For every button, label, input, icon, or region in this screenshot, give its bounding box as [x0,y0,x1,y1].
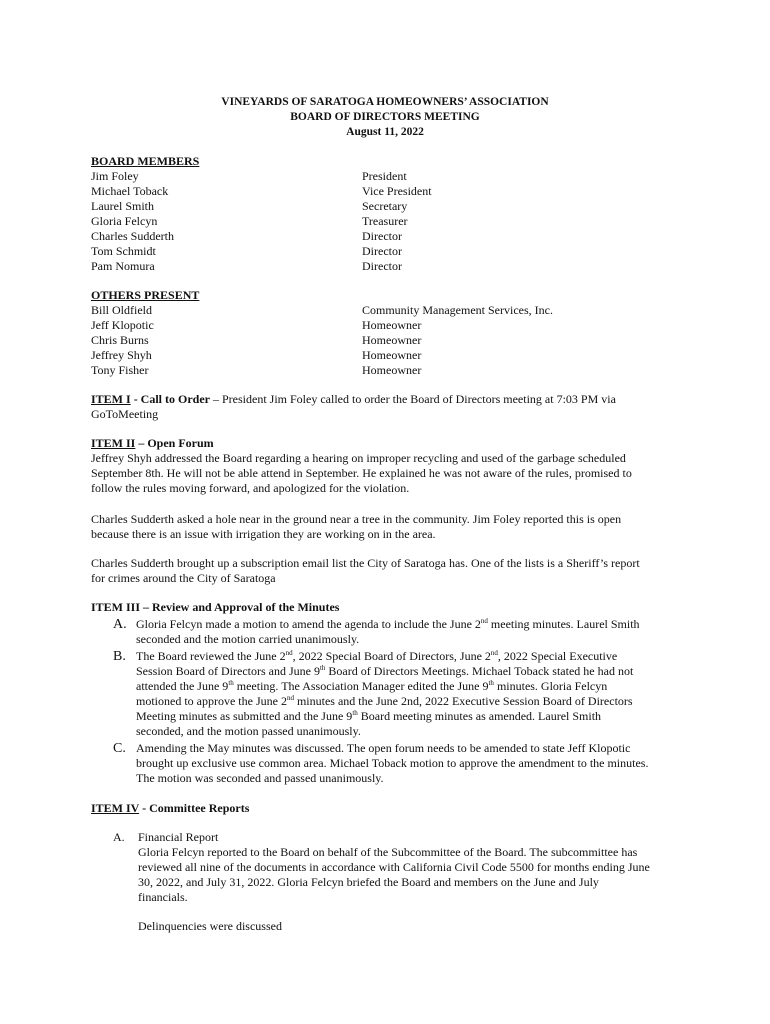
item-3-heading: ITEM III – Review and Approval of the Minutes [91,600,340,614]
others-present-heading: OTHERS PRESENT [91,288,200,302]
attendee-name: Jeffrey Shyh [91,348,152,362]
member-name: Pam Nomura [91,259,155,273]
delinquencies-note: Delinquencies were discussed [138,919,282,933]
item-4-label: ITEM IV [91,801,140,815]
member-role: Director [362,229,402,243]
member-name: Charles Sudderth [91,229,174,243]
member-name: Laurel Smith [91,199,154,213]
item-3b-line: Meeting minutes as submitted and the June 9th Board meeting minutes as amended. Laurel Smith [136,709,602,723]
item-4-title: - Committee Reports [139,801,250,815]
member-role: President [362,169,407,183]
paragraph-line: 30, 2022, and July 31, 2022. Gloria Felcyn briefed the Board and members on the June and July [138,875,599,889]
item-3b-line: The Board reviewed the June 2nd, 2022 Special Board of Directors, June 2nd, 2022 Special Executive [136,649,618,663]
attendee-name: Tony Fisher [91,363,149,377]
item-1-text-cont: GoToMeeting [91,407,159,421]
item-3c-line: brought up exclusive use common area. Michael Toback motion to approve the amendment to the minutes. [136,756,649,770]
board-members-heading: BOARD MEMBERS [91,154,200,168]
item-3b-line: motioned to approve the June 2nd minutes and the June 2nd, 2022 Executive Session Board of Directors [136,694,633,708]
paragraph-line: because there is an issue with irrigation they are working on in the area. [91,527,436,541]
item-3b-line: attended the June 9th meeting. The Association Manager edited the June 9th minutes. Gloria Felcyn [136,679,608,693]
item-3a-line: Gloria Felcyn made a motion to amend the agenda to include the June 2nd meeting minutes. Laurel Smith [136,617,640,631]
member-role: Director [362,244,402,258]
attendee-role: Homeowner [362,363,422,377]
financial-report-title: Financial Report [138,830,219,844]
item-1-line [91,392,616,407]
member-name: Michael Toback [91,184,169,198]
attendee-role: Homeowner [362,348,422,362]
attendee-name: Jeff Klopotic [91,318,154,332]
list-marker-a: A. [113,830,125,844]
paragraph-line: for crimes around the City of Saratoga [91,571,276,585]
item-3c-line: The motion was seconded and passed unanimously. [136,771,384,785]
meeting-date: August 11, 2022 [346,126,424,138]
attendee-name: Bill Oldfield [91,303,152,317]
attendee-role: Homeowner [362,333,422,347]
list-marker-b: B. [113,649,126,664]
item-3a-line: seconded and the motion carried unanimously. [136,632,360,646]
member-role: Secretary [362,199,408,213]
item-2-heading [91,436,214,451]
paragraph-line: Jeffrey Shyh addressed the Board regarding a hearing on improper recycling and used of the garbage scheduled [91,451,626,465]
member-role: Director [362,259,402,273]
attendee-role: Homeowner [362,318,422,332]
member-role: Treasurer [362,214,408,228]
association-title: VINEYARDS OF SARATOGA HOMEOWNERS’ ASSOCIATION [221,96,549,108]
paragraph-line: reviewed all nine of the documents in accordance with California Civil Code 5500 for months ending June [138,860,650,874]
item-1-title: - Call to Order [130,392,210,406]
item-4-heading [91,801,249,816]
paragraph-line: Charles Sudderth brought up a subscription email list the City of Saratoga has. One of the lists is a Sheriff’s report [91,556,640,570]
attendee-name: Chris Burns [91,333,149,347]
list-marker-c: C. [113,741,126,756]
paragraph-line: follow the rules moving forward, and apologized for the violation. [91,481,410,495]
attendee-role: Community Management Services, Inc. [362,303,553,317]
paragraph-line: September 8th. He will not be able attend in September. He explained he was not aware of the rules, promised to [91,466,632,480]
paragraph-line: Charles Sudderth asked a hole near in the ground near a tree in the community. Jim Foley reported this is open [91,512,622,526]
item-3c-line: Amending the May minutes was discussed. The open forum needs to be amended to state Jeff Klopotic [136,741,631,755]
member-name: Gloria Felcyn [91,214,158,228]
item-1-text: – President Jim Foley called to order the Board of Directors meeting at 7:03 PM via [210,392,616,406]
item-3b-line: seconded, and the motion passed unanimously. [136,724,361,738]
list-marker-a: A. [113,617,127,632]
item-3b-line: Session Board of Directors and June 9th Board of Directors Meetings. Michael Toback stated he had not [136,664,634,678]
meeting-title: BOARD OF DIRECTORS MEETING [290,111,480,123]
item-2-title: – Open Forum [135,436,214,450]
member-name: Tom Schmidt [91,244,156,258]
item-2-label: ITEM II [91,436,136,450]
paragraph-line: financials. [138,890,188,904]
member-name: Jim Foley [91,169,139,183]
member-role: Vice President [362,184,432,198]
paragraph-line: Gloria Felcyn reported to the Board on behalf of the Subcommittee of the Board. The subcommittee has [138,845,638,859]
item-1-label: ITEM I [91,392,131,406]
